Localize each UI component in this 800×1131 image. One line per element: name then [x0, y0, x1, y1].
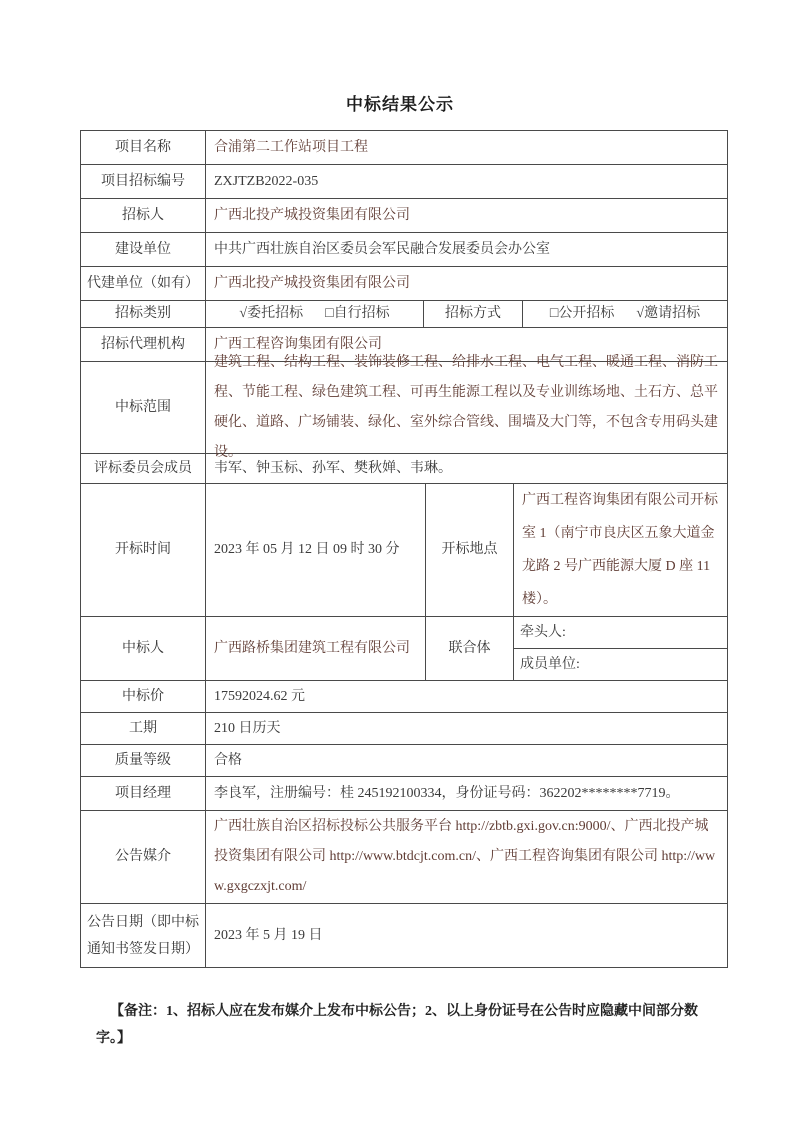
price-text: 17592024.62 元	[214, 688, 305, 704]
table-row-media	[81, 811, 728, 904]
tender-no-value	[206, 165, 728, 199]
tenderer-label: 招标人	[81, 199, 206, 233]
check-mark-icon: √	[636, 306, 645, 321]
table-row-bid-opening	[81, 484, 728, 617]
winner-text: 广西路桥集团建筑工程有限公司	[214, 640, 410, 656]
agent-unit-label: 代建单位（如有）	[81, 267, 206, 301]
table-row-tender-category	[81, 301, 728, 328]
tender-category-label: 招标类别	[81, 301, 206, 328]
option-invited-tender	[636, 304, 700, 324]
option-invited-tender-label: 邀请招标	[644, 306, 701, 321]
table-row-project-name	[81, 131, 728, 165]
duration-value	[206, 713, 728, 745]
committee-value	[206, 454, 728, 484]
consortium-detail-cell	[514, 617, 728, 681]
manager-text: 李良军，注册编号：桂 245192100334，身份证号码：362202********7719。	[214, 785, 680, 801]
price-value	[206, 681, 728, 713]
announce-date-text: 2023 年 5 月 19 日	[214, 927, 323, 943]
table-row-agent-unit	[81, 267, 728, 301]
scope-value	[206, 354, 728, 460]
option-entrusted-tender-label: 委托招标	[247, 306, 304, 321]
table-row-manager	[81, 777, 728, 811]
table-row-price	[81, 681, 728, 713]
empty-checkbox-icon: □	[549, 306, 559, 321]
footer-remark: 【备注：1、招标人应在发布媒介上发布中标公告；2、以上身份证号在公告时应隐藏中间部分数字。】	[96, 1004, 698, 1046]
construction-unit-label: 建设单位	[81, 233, 206, 267]
option-open-tender-label: 公开招标	[558, 306, 615, 321]
bid-opening-place-text: 广西工程咨询集团有限公司开标室 1（南宁市良庆区五象大道金龙路 2 号广西能源大厦 D 座 11 楼）。	[522, 493, 718, 607]
construction-unit-text: 中共广西壮族自治区委员会军民融合发展委员会办公室	[214, 241, 550, 257]
consortium-leader-label: 牵头人:	[514, 617, 727, 649]
tender-method-options	[523, 301, 728, 328]
manager-label: 项目经理	[81, 777, 206, 811]
quality-text: 合格	[214, 752, 242, 768]
method-options-group	[531, 304, 719, 324]
table-row-scope	[81, 354, 728, 460]
option-entrusted-tender	[239, 304, 303, 324]
check-mark-icon: √	[239, 306, 248, 321]
bid-opening-time-text: 2023 年 05 月 12 日 09 时 30 分	[214, 542, 400, 557]
media-label: 公告媒介	[81, 811, 206, 904]
category-options-group	[214, 304, 415, 324]
table-row-duration	[81, 713, 728, 745]
table-row-announce-date	[81, 904, 728, 968]
table-row-tender-no	[81, 165, 728, 199]
agent-unit-text: 广西北投产城投资集团有限公司	[214, 275, 410, 291]
bid-opening-place-value	[514, 484, 728, 617]
scope-label: 中标范围	[81, 362, 206, 454]
duration-text: 210 日历天	[214, 720, 281, 736]
manager-value	[206, 777, 728, 811]
winner-label: 中标人	[81, 617, 206, 681]
tenderer-text: 广西北投产城投资集团有限公司	[214, 207, 410, 223]
table-row-construction-unit	[81, 233, 728, 267]
agent-unit-value	[206, 267, 728, 301]
bid-opening-time-label: 开标时间	[81, 484, 206, 617]
option-self-tender	[325, 304, 389, 324]
winner-value	[206, 617, 426, 681]
scope-text: 建筑工程、结构工程、装饰装修工程、给排水工程、电气工程、暖通工程、消防工程、节能工程、绿色建筑工程、可再生能源工程以及专业训练场地、土石方、总平硬化、道路、广场铺装、绿化、室外综合管线、围墙及大门等，不包含专用码头建设。	[214, 354, 718, 460]
project-name-text: 合浦第二工作站项目工程	[214, 139, 368, 155]
table-row-quality	[81, 745, 728, 777]
page-title: 中标结果公示	[346, 95, 454, 114]
table-row-tenderer	[81, 199, 728, 233]
committee-text: 韦军、钟玉标、孙军、樊秋婵、韦琳。	[214, 460, 452, 476]
bid-result-table	[80, 130, 728, 968]
tender-category-options-left	[206, 301, 424, 328]
table-row-winner	[81, 617, 728, 681]
tenderer-value	[206, 199, 728, 233]
agency-label: 招标代理机构	[81, 328, 206, 362]
project-name-label: 项目名称	[81, 131, 206, 165]
construction-unit-value	[206, 233, 728, 267]
quality-value	[206, 745, 728, 777]
price-label: 中标价	[81, 681, 206, 713]
media-value	[206, 811, 728, 904]
announce-date-value	[206, 904, 728, 968]
announce-date-label: 公告日期（即中标通知书签发日期）	[81, 904, 206, 968]
consortium-member-label: 成员单位:	[520, 656, 580, 672]
option-self-tender-label: 自行招标	[333, 306, 390, 321]
tender-no-text: ZXJTZB2022-035	[214, 173, 319, 189]
table-row-committee	[81, 454, 728, 484]
media-text: 广西壮族自治区招标投标公共服务平台 http://zbtb.gxi.gov.cn:9000/、广西北投产城投资集团有限公司 http://www.btdcjt.com.cn/、广西工程咨询集团有限公司 http://www.gxgczxjt.com/	[214, 819, 716, 894]
duration-label: 工期	[81, 713, 206, 745]
empty-checkbox-icon: □	[325, 306, 334, 321]
committee-label: 评标委员会成员	[81, 454, 206, 484]
project-name-value	[206, 131, 728, 165]
tender-no-label: 项目招标编号	[81, 165, 206, 199]
quality-label: 质量等级	[81, 745, 206, 777]
bid-opening-place-label: 开标地点	[426, 484, 514, 617]
tender-method-label: 招标方式	[424, 301, 523, 328]
consortium-label: 联合体	[426, 617, 514, 681]
agency-text: 广西工程咨询集团有限公司	[214, 336, 382, 352]
bid-opening-time-value	[206, 484, 426, 617]
option-open-tender	[550, 304, 614, 324]
